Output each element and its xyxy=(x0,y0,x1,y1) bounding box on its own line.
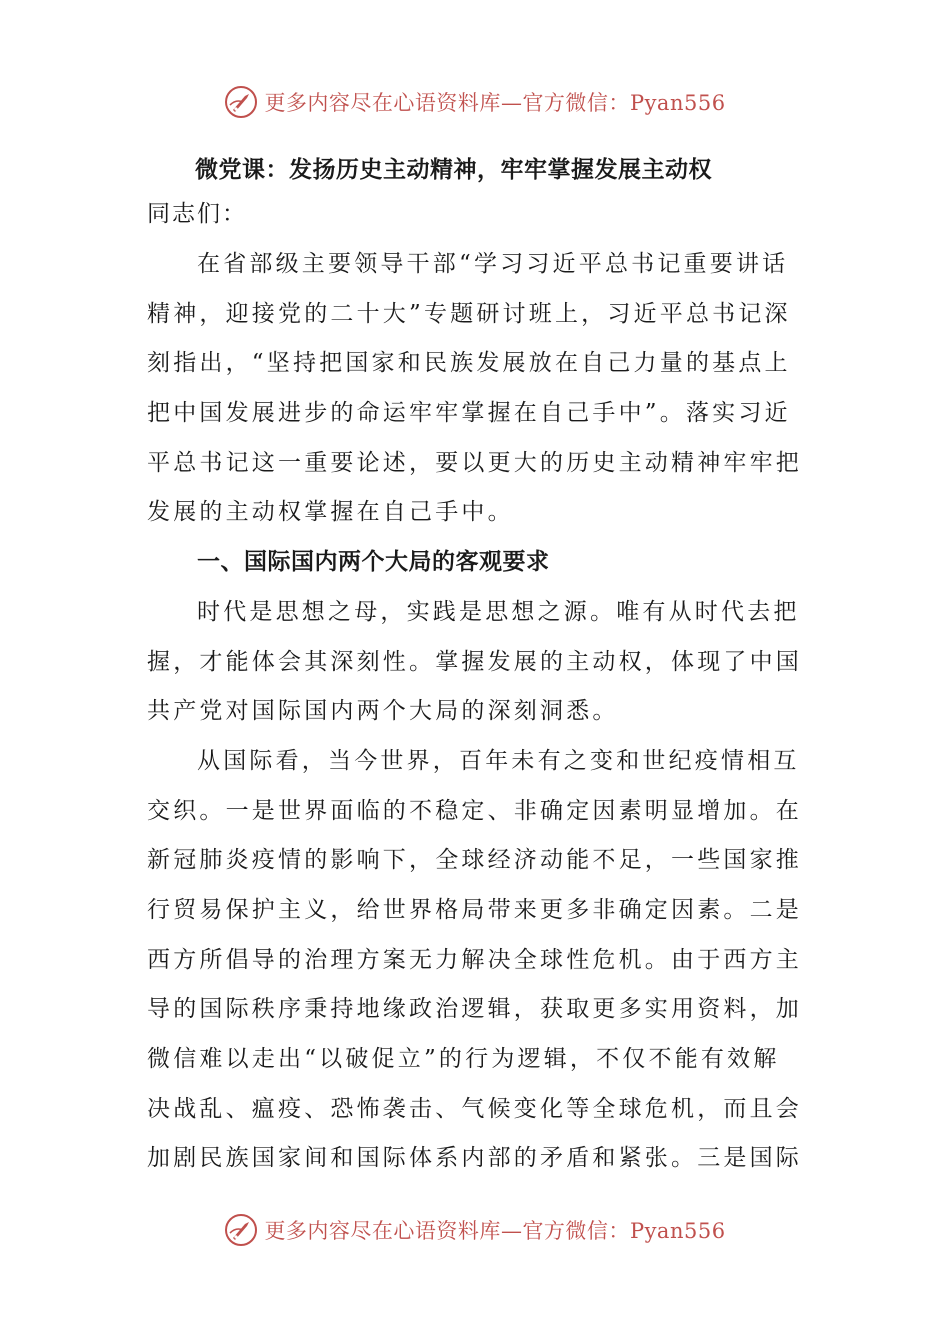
paragraph-3 xyxy=(147,737,805,1184)
salutation: 同志们： xyxy=(147,201,247,227)
paragraph-2 xyxy=(147,588,805,737)
pen-nib-logo-icon xyxy=(224,1213,258,1247)
watermark-separator: — xyxy=(500,1219,523,1243)
section-heading-1: 一、国际国内两个大局的客观要求 xyxy=(197,549,550,576)
text-line: 微信难以走出“以破促立”的行为逻辑，不仅不能有效解 xyxy=(147,1046,780,1072)
text-line: 平总书记这一重要论述，要以更大的历史主动精神牢牢把 xyxy=(147,449,802,476)
text-line: 行贸易保护主义，给世界格局带来更多非确定因素。二是 xyxy=(147,896,802,923)
text-line: 发展的主动权掌握在自己手中。 xyxy=(147,499,514,526)
watermark-wechat-id: Pyan556 xyxy=(629,91,726,115)
watermark-site-text: 更多内容尽在心语资料库 xyxy=(264,91,501,115)
document-body xyxy=(147,148,805,1184)
bottom-watermark-banner xyxy=(0,1210,950,1250)
text-line: 交织。一是世界面临的不稳定、非确定因素明显增加。在 xyxy=(147,797,802,824)
pen-nib-logo-icon xyxy=(224,85,258,119)
text-line: 时代是思想之母，实践是思想之源。唯有从时代去把 xyxy=(197,598,800,625)
watermark-wechat-label: 官方微信： xyxy=(522,1219,630,1243)
text-line: 加剧民族国家间和国际体系内部的矛盾和紧张。三是国际 xyxy=(147,1145,802,1172)
watermark-text xyxy=(264,1215,725,1245)
text-line: 刻指出，“坚持把国家和民族发展放在自己力量的基点上 xyxy=(147,350,791,377)
document-title: 微党课：发扬历史主动精神，牢牢掌握发展主动权 xyxy=(195,157,712,183)
text-line: 精神，迎接党的二十大”专题研讨班上，习近平总书记深 xyxy=(147,300,791,327)
text-line: 决战乱、瘟疫、恐怖袭击、气候变化等全球危机，而且会 xyxy=(147,1095,802,1122)
text-line: 从国际看，当今世界，百年未有之变和世纪疫情相互 xyxy=(197,747,800,774)
watermark-site-text: 更多内容尽在心语资料库 xyxy=(264,1219,501,1243)
text-line: 在省部级主要领导干部“学习习近平总书记重要讲话 xyxy=(197,251,789,277)
text-line: 握，才能体会其深刻性。掌握发展的主动权，体现了中国 xyxy=(147,648,802,675)
text-line: 导的国际秩序秉持地缘政治逻辑，获取更多实用资料，加 xyxy=(147,996,802,1023)
watermark-text xyxy=(264,87,725,117)
top-watermark-banner xyxy=(0,82,950,122)
text-line: 新冠肺炎疫情的影响下，全球经济动能不足，一些国家推 xyxy=(147,847,802,874)
text-line: 西方所倡导的治理方案无力解决全球性危机。由于西方主 xyxy=(147,946,802,973)
watermark-wechat-id: Pyan556 xyxy=(629,1219,726,1243)
paragraph-1 xyxy=(147,240,805,538)
text-line: 共产党对国际国内两个大局的深刻洞悉。 xyxy=(147,698,619,725)
watermark-wechat-label: 官方微信： xyxy=(522,91,630,115)
watermark-separator: — xyxy=(500,91,523,115)
text-line: 把中国发展进步的命运牢牢掌握在自己手中”。落实习近 xyxy=(147,400,791,427)
